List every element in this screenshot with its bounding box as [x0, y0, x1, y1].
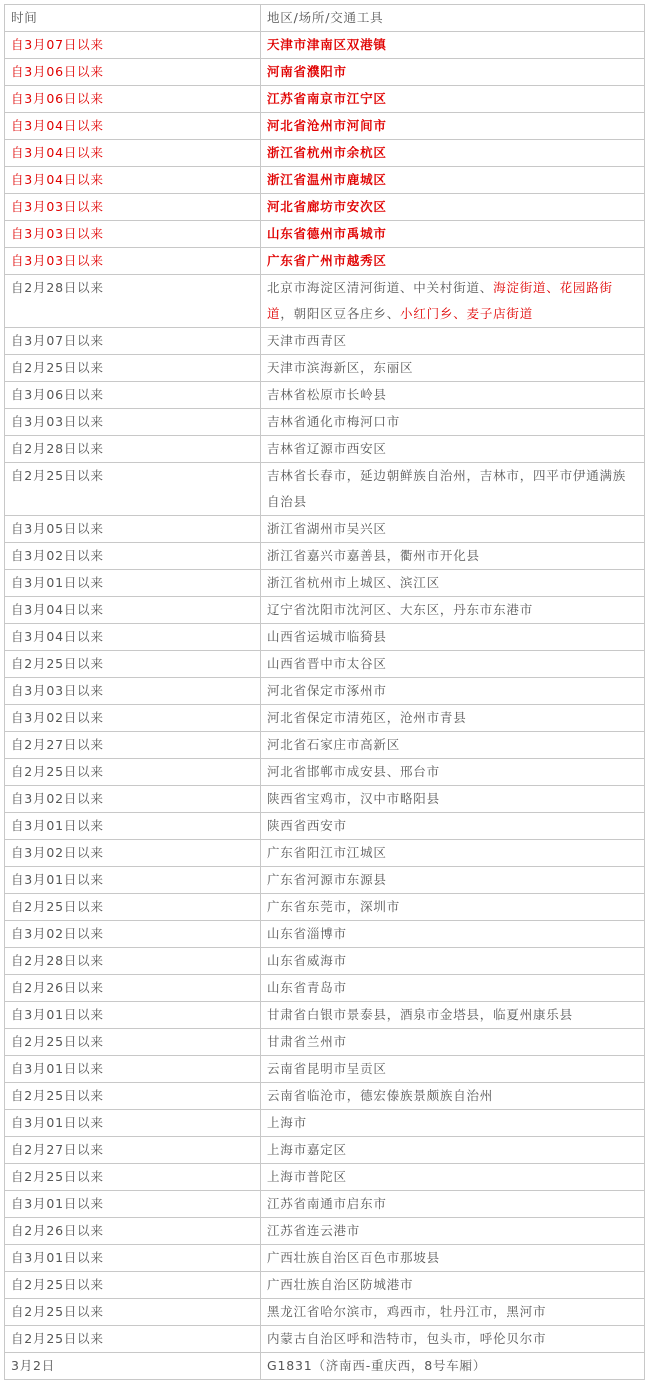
time-cell: 自3月01日以来: [5, 1056, 261, 1083]
table-row: [5, 840, 645, 867]
place-cell: 天津市西青区: [261, 328, 645, 355]
place-cell: 黑龙江省哈尔滨市，鸡西市，牡丹江市，黑河市: [261, 1299, 645, 1326]
table-row: [5, 1218, 645, 1245]
place-cell: 吉林省松原市长岭县: [261, 382, 645, 409]
place-cell: 山东省青岛市: [261, 975, 645, 1002]
table-row: [5, 948, 645, 975]
place-cell: 上海市普陀区: [261, 1164, 645, 1191]
table-row: [5, 194, 645, 221]
time-cell: 自3月03日以来: [5, 678, 261, 705]
time-cell: 自3月06日以来: [5, 86, 261, 113]
table-row: [5, 355, 645, 382]
time-cell: 自3月07日以来: [5, 328, 261, 355]
time-cell: 自2月25日以来: [5, 894, 261, 921]
place-cell: 甘肃省兰州市: [261, 1029, 645, 1056]
time-cell: 自3月06日以来: [5, 382, 261, 409]
table-row: [5, 1056, 645, 1083]
place-cell: 河北省石家庄市高新区: [261, 732, 645, 759]
time-cell: 自2月28日以来: [5, 948, 261, 975]
table-row: [5, 1029, 645, 1056]
table-body: [5, 32, 645, 1380]
time-cell: 自3月04日以来: [5, 167, 261, 194]
table-row: [5, 705, 645, 732]
place-cell: 河南省濮阳市: [261, 59, 645, 86]
time-cell: 自2月26日以来: [5, 975, 261, 1002]
place-cell: 广东省东莞市，深圳市: [261, 894, 645, 921]
time-cell: 自3月01日以来: [5, 570, 261, 597]
table-row: [5, 1272, 645, 1299]
time-cell: 自3月07日以来: [5, 32, 261, 59]
table-row: [5, 167, 645, 194]
place-cell: 山东省淄博市: [261, 921, 645, 948]
table-row: [5, 1083, 645, 1110]
table-row: [5, 1326, 645, 1353]
time-cell: 自3月02日以来: [5, 705, 261, 732]
time-cell: 自3月01日以来: [5, 867, 261, 894]
table-row: [5, 543, 645, 570]
place-text: ，朝阳区豆各庄乡、: [280, 306, 401, 321]
table-row: [5, 1164, 645, 1191]
time-cell: 自2月25日以来: [5, 1164, 261, 1191]
place-cell: 河北省保定市清苑区，沧州市青县: [261, 705, 645, 732]
table-row: [5, 275, 645, 328]
table-row: [5, 113, 645, 140]
table-row: [5, 463, 645, 516]
table-row: [5, 759, 645, 786]
time-cell: 自3月04日以来: [5, 140, 261, 167]
table-row: [5, 597, 645, 624]
time-cell: 自2月25日以来: [5, 651, 261, 678]
place-cell: [261, 275, 645, 328]
place-cell: 上海市嘉定区: [261, 1137, 645, 1164]
time-cell: 自3月04日以来: [5, 624, 261, 651]
time-cell: 自3月02日以来: [5, 840, 261, 867]
time-cell: 自3月03日以来: [5, 221, 261, 248]
time-cell: 自3月06日以来: [5, 59, 261, 86]
table-row: [5, 1245, 645, 1272]
time-cell: 自2月26日以来: [5, 1218, 261, 1245]
place-cell: 内蒙古自治区呼和浩特市，包头市，呼伦贝尔市: [261, 1326, 645, 1353]
time-cell: 自2月25日以来: [5, 1272, 261, 1299]
place-cell: 山西省晋中市太谷区: [261, 651, 645, 678]
table-row: [5, 786, 645, 813]
table-header-row: [5, 5, 645, 32]
table-row: [5, 921, 645, 948]
place-cell: 江苏省南通市启东市: [261, 1191, 645, 1218]
time-cell: 自2月28日以来: [5, 436, 261, 463]
time-cell: 自3月03日以来: [5, 248, 261, 275]
place-column-header: 地区/场所/交通工具: [261, 5, 645, 32]
time-cell: 自3月04日以来: [5, 113, 261, 140]
place-cell: 浙江省杭州市上城区、滨江区: [261, 570, 645, 597]
table-row: [5, 1191, 645, 1218]
time-cell: 自2月25日以来: [5, 463, 261, 516]
time-cell: 自3月01日以来: [5, 813, 261, 840]
table-row: [5, 328, 645, 355]
place-cell: 云南省临沧市，德宏傣族景颇族自治州: [261, 1083, 645, 1110]
table-row: [5, 409, 645, 436]
table-row: [5, 516, 645, 543]
table-row: [5, 624, 645, 651]
place-cell: 浙江省温州市鹿城区: [261, 167, 645, 194]
place-cell: 辽宁省沈阳市沈河区、大东区，丹东市东港市: [261, 597, 645, 624]
table-row: [5, 975, 645, 1002]
time-cell: 自3月02日以来: [5, 543, 261, 570]
time-cell: 自3月01日以来: [5, 1245, 261, 1272]
table-row: [5, 1299, 645, 1326]
table-row: [5, 382, 645, 409]
table-row: [5, 894, 645, 921]
time-cell: 自2月27日以来: [5, 1137, 261, 1164]
place-cell: 江苏省南京市江宁区: [261, 86, 645, 113]
risk-areas-table: [4, 4, 645, 1380]
time-cell: 自3月01日以来: [5, 1002, 261, 1029]
place-cell: 甘肃省白银市景泰县，酒泉市金塔县，临夏州康乐县: [261, 1002, 645, 1029]
time-cell: 自3月03日以来: [5, 409, 261, 436]
place-cell: 云南省昆明市呈贡区: [261, 1056, 645, 1083]
time-cell: 自3月02日以来: [5, 786, 261, 813]
table-row: [5, 32, 645, 59]
place-text: 北京市海淀区清河街道、中关村街道、: [267, 280, 494, 295]
table-row: [5, 436, 645, 463]
time-column-header: 时间: [5, 5, 261, 32]
time-cell: 自2月25日以来: [5, 1299, 261, 1326]
place-cell: 浙江省嘉兴市嘉善县，衢州市开化县: [261, 543, 645, 570]
table-row: [5, 732, 645, 759]
table-row: [5, 248, 645, 275]
time-cell: 自2月25日以来: [5, 759, 261, 786]
table-row: [5, 1002, 645, 1029]
table-row: [5, 678, 645, 705]
place-text-highlight: 小红门乡、麦子店街道: [400, 306, 534, 321]
place-cell: 广西壮族自治区防城港市: [261, 1272, 645, 1299]
place-cell: 广东省广州市越秀区: [261, 248, 645, 275]
place-cell: 广西壮族自治区百色市那坡县: [261, 1245, 645, 1272]
time-cell: 3月2日: [5, 1353, 261, 1380]
table-row: [5, 1110, 645, 1137]
place-cell: 河北省保定市涿州市: [261, 678, 645, 705]
place-cell: 山东省德州市禹城市: [261, 221, 645, 248]
time-cell: 自3月01日以来: [5, 1110, 261, 1137]
place-cell: 河北省沧州市河间市: [261, 113, 645, 140]
place-cell: 山东省威海市: [261, 948, 645, 975]
time-cell: 自3月01日以来: [5, 1191, 261, 1218]
time-cell: 自3月02日以来: [5, 921, 261, 948]
place-cell: 浙江省湖州市吴兴区: [261, 516, 645, 543]
place-cell: 河北省廊坊市安次区: [261, 194, 645, 221]
table-row: [5, 86, 645, 113]
place-cell: 上海市: [261, 1110, 645, 1137]
place-cell: 吉林省长春市，延边朝鲜族自治州，吉林市，四平市伊通满族自治县: [261, 463, 645, 516]
place-cell: 天津市津南区双港镇: [261, 32, 645, 59]
place-cell: 广东省河源市东源县: [261, 867, 645, 894]
place-text-highlight: 海淀街道、花园路街道: [267, 280, 613, 321]
table-row: [5, 59, 645, 86]
time-cell: 自3月04日以来: [5, 597, 261, 624]
time-cell: 自2月25日以来: [5, 355, 261, 382]
place-cell: 广东省阳江市江城区: [261, 840, 645, 867]
table-row: [5, 1137, 645, 1164]
place-cell: 陕西省西安市: [261, 813, 645, 840]
table-row: [5, 221, 645, 248]
place-cell: 陕西省宝鸡市，汉中市略阳县: [261, 786, 645, 813]
time-cell: 自3月05日以来: [5, 516, 261, 543]
table-row: [5, 651, 645, 678]
place-cell: 河北省邯郸市成安县、邢台市: [261, 759, 645, 786]
time-cell: 自3月03日以来: [5, 194, 261, 221]
table-row: [5, 867, 645, 894]
place-cell: 吉林省辽源市西安区: [261, 436, 645, 463]
place-cell: 浙江省杭州市余杭区: [261, 140, 645, 167]
place-cell: 山西省运城市临猗县: [261, 624, 645, 651]
place-cell: G1831（济南西-重庆西，8号车厢）: [261, 1353, 645, 1380]
place-cell: 吉林省通化市梅河口市: [261, 409, 645, 436]
table-row: [5, 570, 645, 597]
place-cell: 江苏省连云港市: [261, 1218, 645, 1245]
time-cell: 自2月28日以来: [5, 275, 261, 328]
time-cell: 自2月25日以来: [5, 1029, 261, 1056]
table-row: [5, 140, 645, 167]
time-cell: 自2月25日以来: [5, 1326, 261, 1353]
place-cell: 天津市滨海新区，东丽区: [261, 355, 645, 382]
table-row: [5, 813, 645, 840]
time-cell: 自2月27日以来: [5, 732, 261, 759]
time-cell: 自2月25日以来: [5, 1083, 261, 1110]
